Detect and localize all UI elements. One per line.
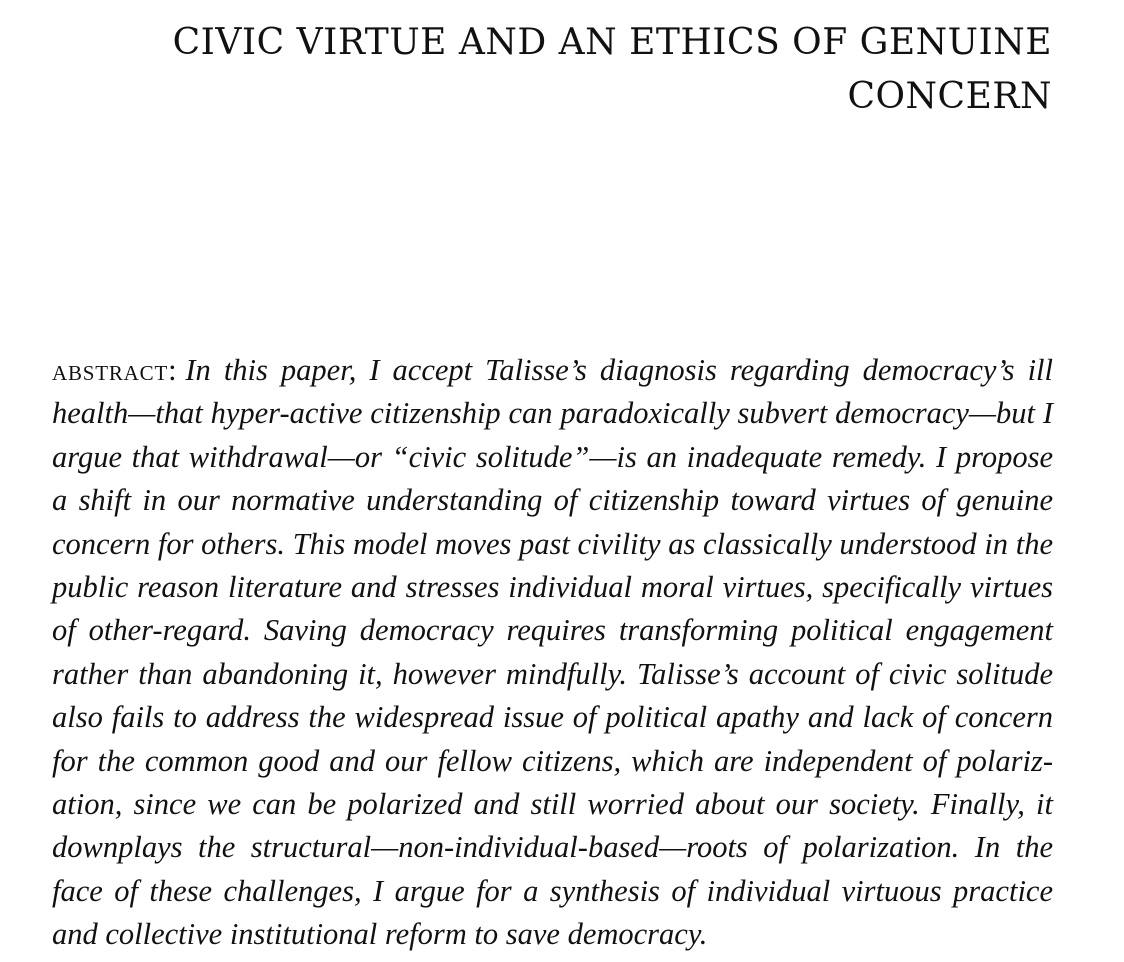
abstract-label: abstract:: [52, 353, 178, 387]
article-title-line-2: CONCERN: [847, 76, 1052, 117]
abstract-paragraph: [52, 349, 1053, 957]
article-title-line-1: CIVIC VIRTUE AND AN ETHICS OF GENUINE: [172, 22, 1052, 63]
article-title: [92, 16, 1052, 124]
abstract-text: In this paper, I accept Talisse’s diagnosis regarding democracy’s ill health—that hyper-active citizenship can paradoxically subvert democracy—but I argue that withdrawal—or “civic solitude”—is an inadequate remedy. I propose a shift in our normative understanding of citizenship toward virtues of genuine concern for others. This model moves past civility as classically understood in the public reason literature and stresses individual moral virtues, specifically virtues of other-regard. Saving democracy requires transforming political engagement rather than abandoning it, however mindfully. Talisse’s account of civic solitude also fails to address the widespread issue of political apathy and lack of concern for the common good and our fellow citizens, which are independent of polarization, since we can be polarized and still worried about our society. Finally, it downplays the structural—non-individual-based—roots of polarization. In the face of these challenges, I argue for a synthesis of individual virtuous practice and collective institutional reform to save democracy.: [52, 353, 1053, 952]
